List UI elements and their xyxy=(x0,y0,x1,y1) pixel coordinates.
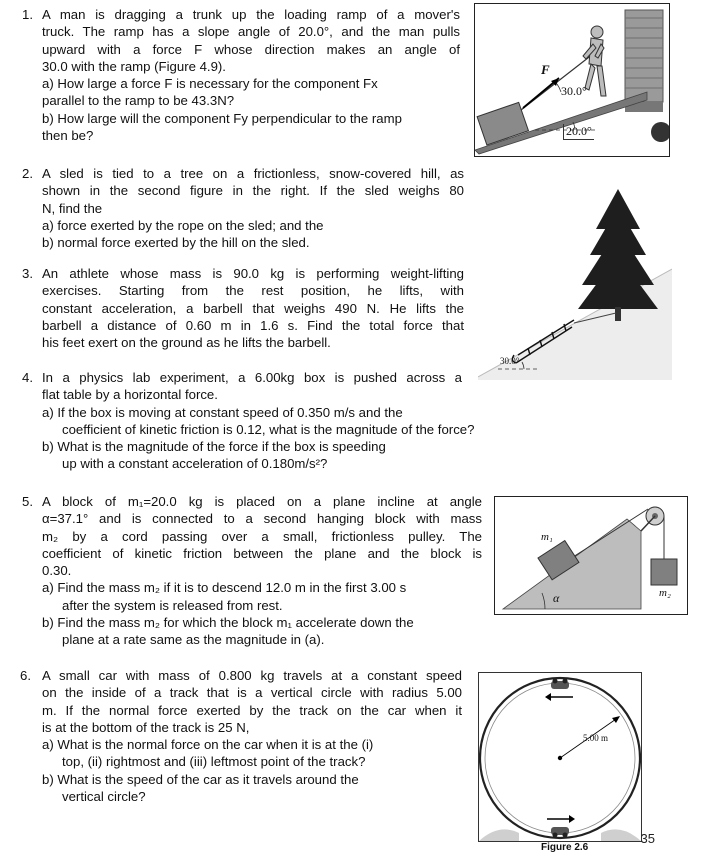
problem-text-line: A sled is tied to a tree on a frictionless, snow-covered hill, as xyxy=(42,166,464,181)
problem-text-line: shown in the second figure in the right. If the sled weighs 80 xyxy=(42,183,464,199)
problem-part-b-cont: vertical circle? xyxy=(62,789,146,805)
vertical-circle-illustration xyxy=(479,673,641,841)
problem-part-a: a) What is the normal force on the car when it is at the (i) xyxy=(42,737,374,753)
problem-text-line: barbell a distance of 0.60 m in 1.6 s. Find the total force that xyxy=(42,317,464,333)
problem-part-b-cont: up with a constant acceleration of 0.180m/s²? xyxy=(62,456,328,472)
problem-text-line: coefficient of kinetic friction between the plane and the block is xyxy=(42,545,482,561)
problem-part-b: b) Find the mass m₂ for which the block m₁ accelerate down the xyxy=(42,615,414,631)
problem-text-line: exercises. Starting from the rest position, he lifts, with xyxy=(42,283,464,299)
figure-sled-tree xyxy=(478,177,672,380)
problem-part-b: b) normal force exerted by the hill on the sled. xyxy=(42,235,310,251)
problem-text-line: flat table by a horizontal force. xyxy=(42,387,218,403)
problem-text-line: N, find the xyxy=(42,200,103,216)
problem-number: 3. xyxy=(22,266,33,281)
problem-part-b: b) What is the magnitude of the force if the box is speeding xyxy=(42,439,386,455)
figure-ramp-truck xyxy=(474,3,670,157)
sled-tree-illustration xyxy=(478,177,672,380)
page-number: 35 xyxy=(640,831,655,846)
problem-part-a-cont: after the system is released from rest. xyxy=(62,597,283,613)
problem-part-b-cont: then be? xyxy=(42,128,94,144)
problem-text-line: his feet exert on the ground as he lifts the barbell. xyxy=(42,335,331,351)
problem-part-a: a) How large a force F is necessary for the component Fx xyxy=(42,76,378,92)
problem-part-a-cont: top, (ii) rightmost and (iii) leftmost point of the track? xyxy=(62,754,366,770)
radius-label: 5.00 m xyxy=(583,733,609,743)
problem-text-line: truck. The ramp has a slope angle of 20.0°, and the man pulls xyxy=(42,24,460,40)
mass-m2-label: m₂ xyxy=(659,587,671,599)
problem-part-a-cont: parallel to the ramp to be 43.3N? xyxy=(42,93,235,109)
problem-text-line: An athlete whose mass is 90.0 kg is performing weight-lifting xyxy=(42,266,464,281)
problem-text-line: In a physics lab experiment, a 6.00kg box is pushed across a xyxy=(42,370,462,385)
figure-caption: Figure 2.6 xyxy=(541,842,589,853)
problem-part-a: a) If the box is moving at constant speed of 0.350 m/s and the xyxy=(42,404,403,420)
problem-text-line: A man is dragging a trunk up the loading ramp of a mover's xyxy=(42,7,460,22)
figure-vertical-circle xyxy=(478,672,642,842)
problem-text-line: is at the bottom of the track is 25 N, xyxy=(42,719,250,735)
ramp-angle-label: 20.0° xyxy=(563,124,594,140)
problem-text-line: m. If the normal force exerted by the track on the car when it xyxy=(42,702,462,718)
problem-text-line: α=37.1° and is connected to a second hanging block with mass xyxy=(42,511,482,527)
force-vector-label: F xyxy=(541,62,550,77)
problem-number: 4. xyxy=(22,370,33,385)
problem-number: 2. xyxy=(22,166,33,181)
force-angle-label: 30.0° xyxy=(561,84,587,98)
problem-text-line: constant acceleration, a barbell that weighs 490 N. He lifts the xyxy=(42,300,464,316)
hill-angle-label: 30.0° xyxy=(500,356,520,366)
problem-part-a-cont: coefficient of kinetic friction is 0.12, what is the magnitude of the force? xyxy=(62,421,475,437)
figure-incline-pulley xyxy=(494,496,688,615)
problem-number: 1. xyxy=(22,7,33,22)
problem-text-line: m₂ by a cord passing over a small, frictionless pulley. The xyxy=(42,528,482,544)
problem-text-line: 30.0 with the ramp (Figure 4.9). xyxy=(42,58,226,74)
problem-number: 6. xyxy=(20,668,31,683)
problem-text-line: on the inside of a track that is a vertical circle with radius 5.00 xyxy=(42,685,462,701)
problem-number: 5. xyxy=(22,494,33,509)
problem-text-line: A small car with mass of 0.800 kg travels at a constant speed xyxy=(42,668,462,683)
problem-part-a: a) force exerted by the rope on the sled; and the xyxy=(42,217,324,233)
problem-part-b: b) How large will the component Fy perpendicular to the ramp xyxy=(42,110,402,126)
angle-alpha-label: α xyxy=(553,591,560,605)
problem-text-line: A block of m₁=20.0 kg is placed on a plane incline at angle xyxy=(42,494,482,509)
mass-m1-label: m₁ xyxy=(541,531,553,543)
problem-part-b-cont: plane at a rate same as the magnitude in (a). xyxy=(62,632,325,648)
problem-part-b: b) What is the speed of the car as it travels around the xyxy=(42,771,359,787)
problem-text-line: upward with a force F whose direction makes an angle of xyxy=(42,41,460,57)
problem-text-line: 0.30. xyxy=(42,563,72,579)
problem-part-a: a) Find the mass m₂ if it is to descend 12.0 m in the first 3.00 s xyxy=(42,580,407,596)
